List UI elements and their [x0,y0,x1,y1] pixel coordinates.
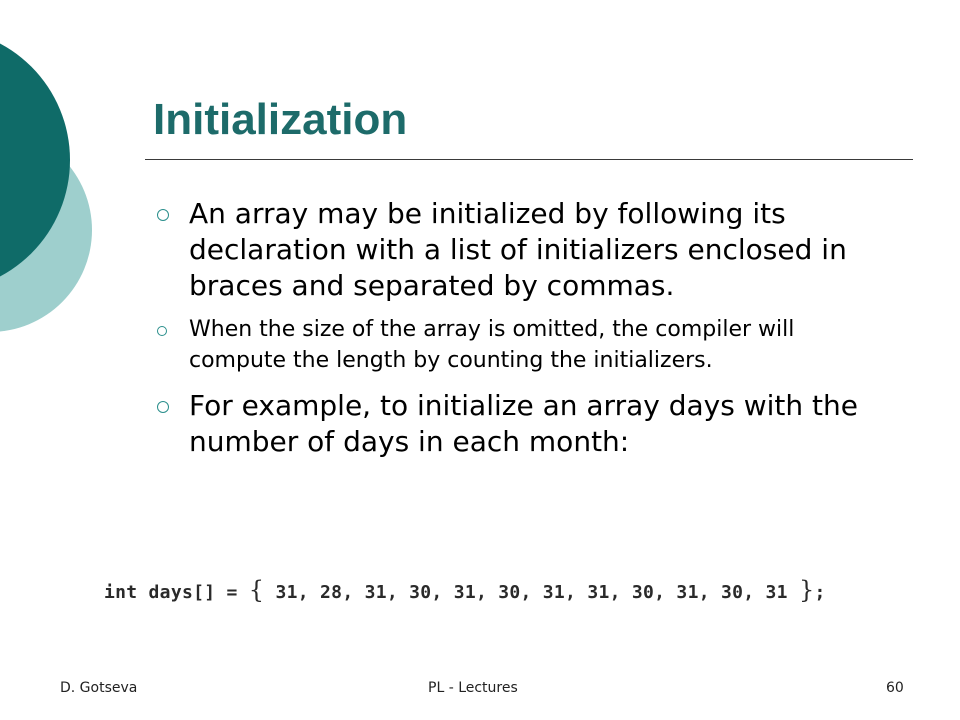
code-values: 31, 28, 31, 30, 31, 30, 31, 31, 30, 31, 30, 31 [275,582,788,603]
slide-number: 60 [886,680,904,696]
bullet-text: When the size of the array is omitted, the compiler will compute the length by counting the initializers. [189,317,795,373]
slide-title: Initialization [153,95,408,144]
bullet-list [150,196,890,470]
bullet-item [150,314,890,376]
circle-bullet-icon [157,209,169,221]
code-suffix: ; [814,582,826,603]
footer-course: PL - Lectures [428,680,518,696]
circle-bullet-icon [157,326,167,336]
circle-bullet-icon [157,401,169,413]
bullet-text: For example, to initialize an array days with the number of days in each month: [189,389,858,458]
bullet-text: An array may be initialized by following its declaration with a list of initializers enclosed in braces and separated by commas. [189,197,847,302]
code-prefix: int days[] = [104,582,249,603]
code-close-brace: } [798,576,815,604]
bullet-item [150,196,890,304]
title-divider [145,159,913,160]
code-snippet [104,576,826,604]
footer-author: D. Gotseva [60,680,138,696]
bullet-item [150,388,890,460]
code-open-brace: { [248,576,265,604]
